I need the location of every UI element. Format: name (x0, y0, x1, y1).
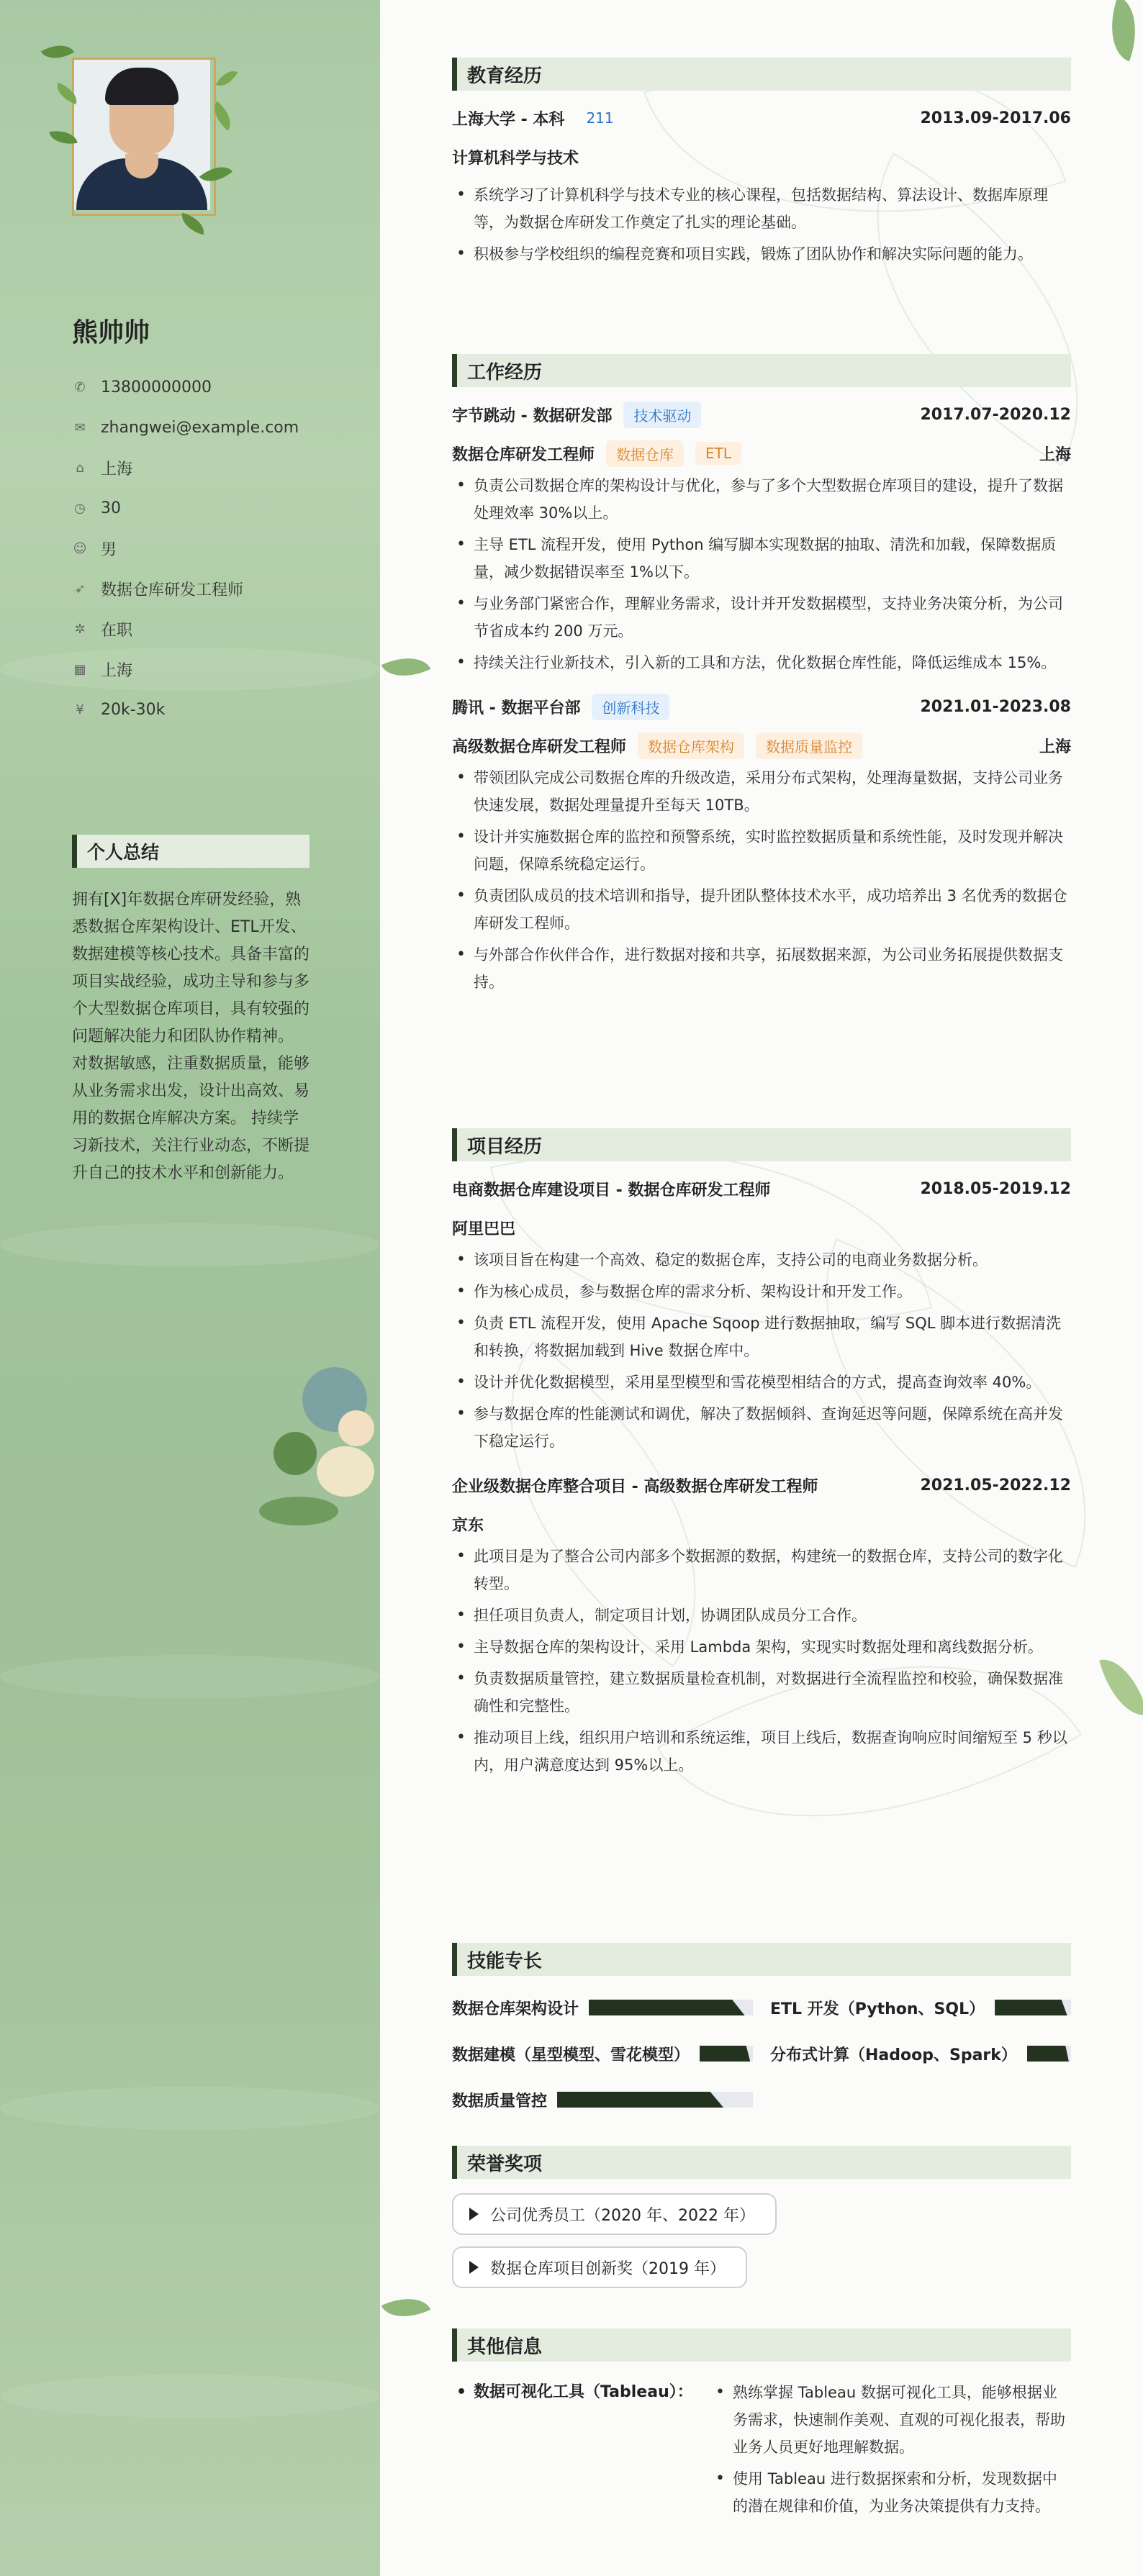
background-wave (0, 2375, 380, 2418)
skill-item (452, 2084, 753, 2115)
list-item: • 主导 ETL 流程开发，使用 Python 编写脚本实现数据的抽取、清洗和加载，保障数据质量，减少数据错误率至 1%以下。 (452, 531, 1071, 586)
skills-section (452, 1943, 1071, 2115)
list-item: • 系统学习了计算机科学与技术专业的核心课程，包括数据结构、算法设计、数据库原理等，为数据仓库研发工作奠定了扎实的理论基础。 (452, 181, 1071, 236)
other-section (452, 2328, 1071, 2524)
info-gender-text: 男 (101, 540, 117, 559)
project-org-row (452, 1213, 1071, 1242)
job-role: 高级数据仓库研发工程师 (452, 738, 627, 756)
flower-decoration (274, 1432, 317, 1475)
skill-bar-fill (1027, 2046, 1069, 2062)
list-item: • 主导数据仓库的架构设计，采用 Lambda 架构，实现实时数据处理和离线数据分析。 (452, 1633, 1071, 1661)
target-icon: ➶ (74, 581, 86, 597)
skill-item (770, 2038, 1071, 2069)
info-age-text: 30 (101, 499, 121, 517)
list-item: • 负责数据质量管控，建立数据质量检查机制，对数据进行全流程监控和校验，确保数据准确性和完整性。 (452, 1665, 1071, 1720)
education-tag: 211 (586, 109, 614, 127)
work-title: 工作经历 (452, 354, 1071, 387)
skill-label: 数据建模（星型模型、雪花模型） (452, 2046, 690, 2064)
project-period: 2018.05-2019.12 (920, 1179, 1071, 1198)
flower-decoration (338, 1410, 374, 1446)
info-email (72, 407, 360, 448)
info-age (72, 488, 360, 528)
info-salary (72, 689, 360, 730)
job-company: 腾讯 - 数据平台部 (452, 699, 581, 717)
skill-bar (995, 2000, 1071, 2015)
triangle-icon (469, 2261, 479, 2274)
projects-section (452, 1128, 1071, 1783)
summary-title: 个人总结 (72, 835, 310, 868)
skill-label: 数据仓库架构设计 (452, 2000, 579, 2018)
project-org: 京东 (452, 1516, 484, 1535)
job-company-tag: 技术驱动 (623, 402, 701, 428)
list-item: • 设计并优化数据模型，采用星型模型和雪花模型相结合的方式，提高查询效率 40%。 (452, 1369, 1071, 1396)
leaf-decoration (381, 2287, 431, 2328)
job-entry (452, 400, 1071, 676)
job-role-tag: 数据仓库架构 (638, 733, 744, 759)
contact-info-list (72, 367, 360, 730)
info-gender (72, 528, 360, 568)
job-period: 2017.07-2020.12 (920, 405, 1071, 424)
list-item: • 使用 Tableau 进行数据探索和分析，发现数据中的潜在规律和价值，为业务决策提供有力支持。 (711, 2465, 1071, 2520)
info-phone (72, 367, 360, 407)
leaf-decoration (1098, 0, 1143, 61)
list-item: • 负责团队成员的技术培训和指导，提升团队整体技术水平，成功培养出 3 名优秀的数据仓库研发工程师。 (452, 882, 1071, 937)
list-item: • 推动项目上线，组织用户培训和系统运维，项目上线后，数据查询响应时间缩短至 5 秒以内，用户满意度达到 95%以上。 (452, 1724, 1071, 1779)
skill-item (452, 1992, 753, 2023)
skill-bar (589, 2000, 753, 2015)
skill-label: 分布式计算（Hadoop、Spark） (770, 2046, 1017, 2064)
project-header-row (452, 1174, 1071, 1203)
education-period: 2013.09-2017.06 (920, 109, 1071, 127)
award-item[interactable] (452, 2246, 747, 2288)
leaf-decoration (179, 213, 207, 235)
job-entry (452, 692, 1071, 996)
projects-title: 项目经历 (452, 1128, 1071, 1161)
phone-icon: ✆ (74, 379, 86, 395)
education-major-row (452, 142, 1071, 171)
awards-section (452, 2146, 1071, 2288)
skill-label: 数据质量管控 (452, 2092, 548, 2110)
info-phone-text: 13800000000 (101, 378, 212, 396)
award-label: 公司优秀员工（2020 年、2022 年） (490, 2206, 755, 2225)
other-title: 其他信息 (452, 2328, 1071, 2362)
job-bullets (452, 472, 1071, 676)
skill-item (770, 1992, 1071, 2023)
other-bullets (711, 2379, 1071, 2524)
leaf-decoration (1099, 1652, 1143, 1723)
photo-frame (72, 58, 216, 216)
list-item: • 持续关注行业新技术，引入新的工具和方法，优化数据仓库性能，降低运维成本 15%。 (452, 649, 1071, 676)
project-entry (452, 1471, 1071, 1779)
education-major: 计算机科学与技术 (452, 149, 579, 168)
project-name: 电商数据仓库建设项目 - 数据仓库研发工程师 (452, 1181, 771, 1199)
mail-icon: ✉ (74, 419, 86, 435)
skill-bar-fill (589, 2000, 745, 2015)
skills-grid (452, 1992, 1071, 2115)
list-item: • 负责公司数据仓库的架构设计与优化，参与了多个大型数据仓库项目的建设，提升了数据处理效率 30%以上。 (452, 472, 1071, 527)
job-role-row (452, 439, 1071, 468)
info-location (72, 448, 360, 488)
skill-bar (1027, 2046, 1071, 2062)
job-company-row (452, 692, 1071, 721)
background-wave (0, 1655, 380, 1698)
sidebar (0, 0, 380, 2576)
job-city: 上海 (1039, 445, 1071, 464)
other-entry (452, 2379, 1071, 2524)
background-wave (0, 2087, 380, 2130)
salary-icon: ¥ (76, 702, 84, 717)
list-item: • 设计并实施数据仓库的监控和预警系统，实时监控数据质量和系统性能，及时发现并解决问题，保障系统稳定运行。 (452, 823, 1071, 878)
leaf-decoration (381, 647, 431, 687)
list-item: • 与外部合作伙伴合作，进行数据对接和共享，拓展数据来源，为公司业务拓展提供数据支持。 (452, 941, 1071, 996)
education-header-row (452, 104, 1071, 132)
list-item: • 参与数据仓库的性能测试和调优，解决了数据倾斜、查询延迟等问题，保障系统在高并发下稳定运行。 (452, 1400, 1071, 1455)
project-name: 企业级数据仓库整合项目 - 高级数据仓库研发工程师 (452, 1477, 818, 1496)
info-target-position (72, 568, 360, 609)
skill-bar-fill (995, 2000, 1067, 2015)
project-period: 2021.05-2022.12 (920, 1476, 1071, 1495)
leaf-decoration (216, 66, 238, 91)
list-item: • 负责 ETL 流程开发，使用 Apache Sqoop 进行数据抽取，编写 SQL 脚本进行数据清洗和转换，将数据加载到 Hive 数据仓库中。 (452, 1310, 1071, 1364)
skill-bar (700, 2046, 753, 2062)
job-bullets (452, 764, 1071, 996)
project-bullets (452, 1246, 1071, 1455)
status-icon: ✲ (74, 621, 86, 637)
list-item: • 积极参与学校组织的编程竞赛和项目实践，锻炼了团队协作和解决实际问题的能力。 (452, 240, 1071, 268)
skill-bar (557, 2092, 753, 2108)
person-name: 熊帅帅 (72, 318, 150, 348)
home-icon: ⌂ (76, 460, 84, 476)
job-company-tag: 创新科技 (592, 694, 669, 720)
info-target-city-text: 上海 (101, 661, 133, 680)
job-city: 上海 (1039, 738, 1071, 756)
education-bullets (452, 181, 1071, 268)
list-item: • 带领团队完成公司数据仓库的升级改造，采用分布式架构，处理海量数据，支持公司业务快速发展，数据处理量提升至每天 10TB。 (452, 764, 1071, 819)
info-status-text: 在职 (101, 621, 133, 640)
other-label: • 数据可视化工具（Tableau）： (452, 2379, 711, 2524)
skill-bar-fill (557, 2092, 723, 2108)
job-role: 数据仓库研发工程师 (452, 445, 595, 464)
job-role-tag: 数据质量监控 (756, 733, 862, 759)
education-title: 教育经历 (452, 58, 1071, 91)
project-bullets (452, 1543, 1071, 1779)
skill-label: ETL 开发（Python、SQL） (770, 2000, 985, 2018)
education-section (452, 58, 1071, 272)
info-target-position-text: 数据仓库研发工程师 (101, 581, 244, 599)
job-role-tag: ETL (695, 442, 741, 465)
background-wave (0, 1223, 380, 1266)
job-period: 2021.01-2023.08 (920, 697, 1071, 716)
project-entry (452, 1174, 1071, 1455)
project-header-row (452, 1471, 1071, 1500)
summary-text: 拥有[X]年数据仓库研发经验，熟悉数据仓库架构设计、ETL开发、数据建模等核心技术。具备丰富的项目实战经验，成功主导和参与多个大型数据仓库项目，具有较强的问题解决能力和团队协作精神。 对数据敏感，注重数据质量，能够从业务需求出发，设计出高效、易用的数据仓库解决方案。 持续学习新技术，关注行业动态，不断提升自己的技术水平和创新能力。 (72, 891, 310, 1182)
job-role-row (452, 731, 1071, 760)
flower-decoration (259, 1497, 338, 1525)
work-section (452, 354, 1071, 1000)
award-label: 数据仓库项目创新奖（2019 年） (490, 2259, 726, 2278)
list-item: • 与业务部门紧密合作，理解业务需求，设计并开发数据模型，支持业务决策分析，为公司节省成本约 200 万元。 (452, 590, 1071, 645)
skill-item (452, 2038, 753, 2069)
info-location-text: 上海 (101, 460, 133, 479)
education-school: 上海大学 - 本科 (452, 110, 565, 129)
skill-bar-fill (700, 2046, 750, 2062)
age-icon: ◷ (74, 500, 86, 516)
info-target-city (72, 649, 360, 689)
city-icon: ▦ (73, 661, 86, 677)
list-item: • 担任项目负责人，制定项目计划，协调团队成员分工合作。 (452, 1602, 1071, 1629)
skills-title: 技能专长 (452, 1943, 1071, 1976)
award-item[interactable] (452, 2193, 777, 2235)
list-item: • 此项目是为了整合公司内部多个数据源的数据，构建统一的数据仓库，支持公司的数字化转型。 (452, 1543, 1071, 1597)
flower-decoration (317, 1446, 374, 1497)
leaf-decoration (41, 37, 75, 67)
info-status (72, 609, 360, 649)
job-company: 字节跳动 - 数据研发部 (452, 407, 613, 425)
list-item: • 熟练掌握 Tableau 数据可视化工具，能够根据业务需求，快速制作美观、直观的可视化报表，帮助业务人员更好地理解数据。 (711, 2379, 1071, 2461)
info-salary-text: 20k-30k (101, 700, 166, 719)
list-item: • 作为核心成员，参与数据仓库的需求分析、架构设计和开发工作。 (452, 1278, 1071, 1305)
project-org-row (452, 1510, 1071, 1538)
info-email-text[interactable]: zhangwei@example.com (101, 418, 299, 437)
job-role-tag: 数据仓库 (606, 440, 684, 467)
awards-title: 荣誉奖项 (452, 2146, 1071, 2179)
project-org: 阿里巴巴 (452, 1220, 516, 1238)
job-company-row (452, 400, 1071, 429)
awards-list (452, 2179, 1071, 2288)
main-content (380, 0, 1143, 2576)
list-item: • 该项目旨在构建一个高效、稳定的数据仓库，支持公司的电商业务数据分析。 (452, 1246, 1071, 1274)
gender-icon: ☺ (73, 540, 87, 556)
triangle-icon (469, 2208, 479, 2221)
